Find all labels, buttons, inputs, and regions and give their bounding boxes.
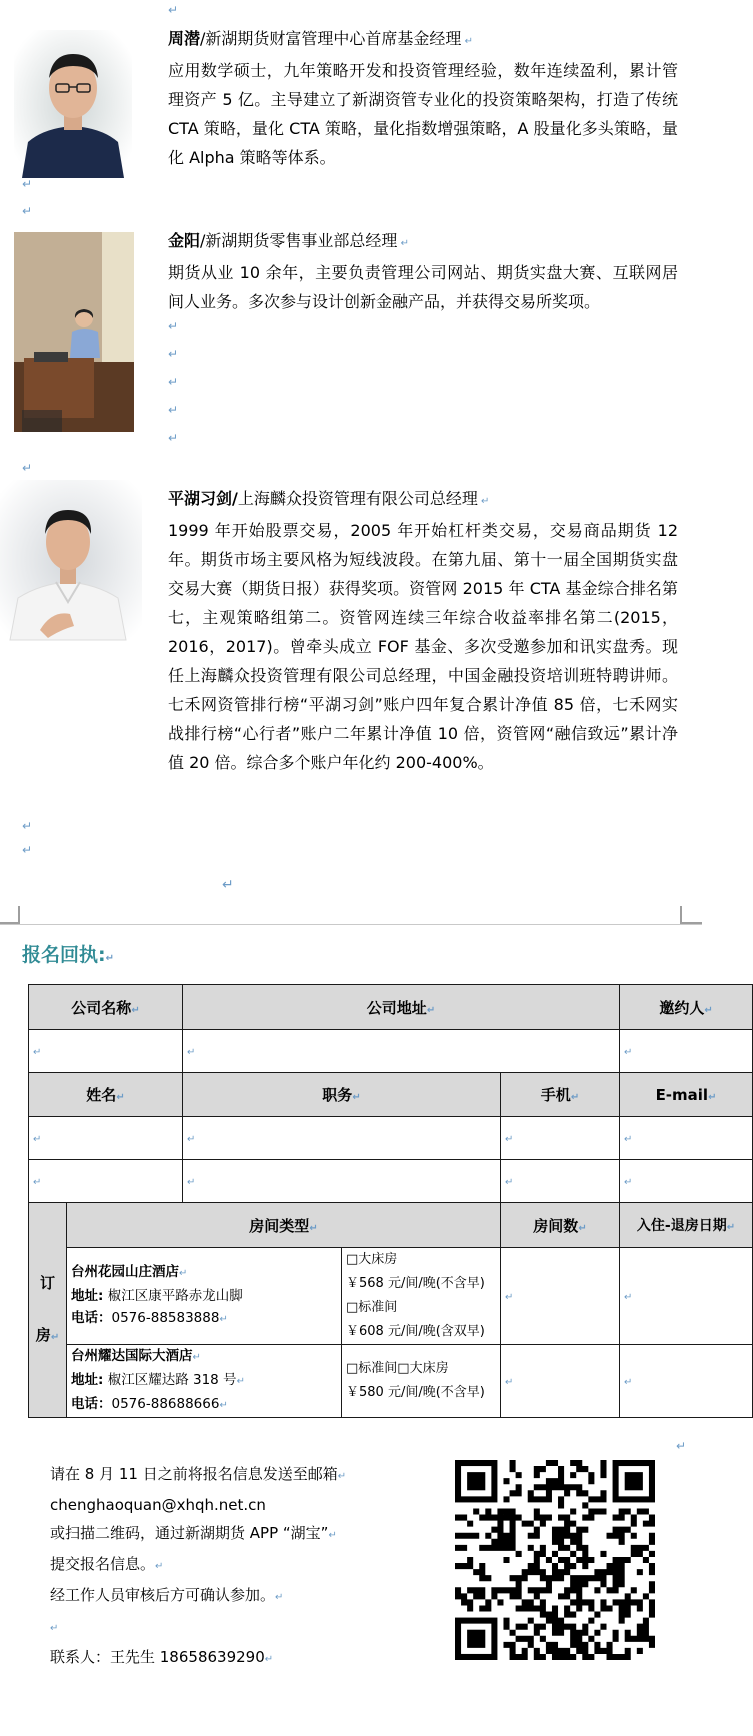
hotel-info-1: 台州花园山庄酒店↵ 地址: 椒江区康平路赤龙山脚 电话：0576-88583888↵ (67, 1248, 342, 1345)
person-title: 上海麟众投资管理有限公司总经理 (237, 489, 478, 508)
person-name: 金阳 (168, 231, 201, 250)
bio-jin-yang (168, 226, 678, 316)
page-corner-icon (680, 906, 702, 924)
person-title: /新湖期货零售事业部总经理 (200, 231, 398, 250)
header-company-address: 公司地址↵ (183, 985, 620, 1030)
booking-side-label: 订 房↵ (29, 1203, 67, 1418)
page-break-line (0, 924, 702, 925)
mobile-cell[interactable]: ↵ (501, 1117, 620, 1160)
registration-title-text: 报名回执: (22, 944, 106, 966)
stay-dates-cell[interactable]: ↵ (620, 1345, 753, 1418)
instruction-line: 经工作人员审核后方可确认参加。 (50, 1586, 276, 1604)
paragraph-mark-icon: ↵ (168, 319, 179, 333)
name-cell[interactable]: ↵ (29, 1117, 183, 1160)
instruction-line: 或扫描二维码，通过新湖期货 APP “湖宝” (50, 1524, 329, 1542)
header-company-name: 公司名称↵ (29, 985, 183, 1030)
paragraph-mark-icon: ↵ (22, 177, 33, 191)
portrait-jin-yang (14, 232, 134, 432)
paragraph-mark-icon: ↵ (105, 953, 114, 964)
portrait-zhou-qian (14, 30, 132, 178)
room-options-1[interactable]: □大床房 ￥568 元/间/晚(不含早) □标准间 ￥608 元/间/晚(含双早) (342, 1248, 501, 1345)
person-name: 平湖习剑/ (168, 489, 238, 508)
paragraph-mark-icon: ↵ (397, 238, 409, 249)
portrait-ping-hu-xi-jian (0, 480, 142, 640)
header-position: 职务↵ (183, 1073, 501, 1117)
paragraph-mark-icon: ↵ (461, 36, 473, 47)
paragraph-mark-icon: ↵ (22, 461, 33, 475)
paragraph-mark-icon: ↵ (168, 375, 179, 389)
position-cell[interactable]: ↵ (183, 1160, 501, 1203)
person-bio: 1999 年开始股票交易，2005 年开始杠杆类交易，交易商品期货 12 年。期货市场主要风格为短线波段。在第九届、第十一届全国期货实盘交易大赛（期货日报）获得奖项。资管网 2015 年 CTA 基金综合排名第七，主观策略组第二。资管网连续三年综合收益率排名第二(2015，2016，2017)。曾牵头成立 FOF 基金、多次受邀参加和讯实盘秀。现任上海麟众投资管理有限公司总经理，中国金融投资培训班特聘讲师。七禾网资管排行榜“平湖习剑”账户四年复合累计净值 85 倍，七禾网实战排行榜“心行者”账户二年累计净值 10 倍，资管网“融信致远”累计净值 20 倍。综合多个账户年化约 200-400%。 (168, 521, 678, 772)
hotel-info-2: 台州耀达国际大酒店↵ 地址: 椒江区耀达路 318 号↵ 电话：0576-88688666↵ (67, 1345, 342, 1418)
room-options-2[interactable]: □标准间□大床房 ￥580 元/间/晚(不含早) (342, 1345, 501, 1418)
qr-finder-center (467, 1630, 485, 1648)
qr-code-icon[interactable] (455, 1460, 655, 1660)
registration-title (22, 940, 114, 967)
registration-table (28, 984, 753, 1418)
instruction-line: 提交报名信息。 (50, 1555, 156, 1573)
paragraph-mark-icon: ↵ (477, 496, 490, 507)
header-email: E-mail↵ (620, 1073, 753, 1117)
inviter-cell[interactable]: ↵ (620, 1030, 753, 1073)
room-count-cell[interactable]: ↵ (501, 1345, 620, 1418)
header-inviter: 邀约人↵ (620, 985, 753, 1030)
contact-person: 联系人：王先生 18658639290 (50, 1648, 265, 1666)
header-mobile: 手机↵ (501, 1073, 620, 1117)
paragraph-mark-icon: ↵ (168, 403, 179, 417)
paragraph-mark-icon: ↵ (22, 843, 33, 857)
stay-dates-cell[interactable]: ↵ (620, 1248, 753, 1345)
qr-finder-center (467, 1472, 485, 1490)
name-cell[interactable]: ↵ (29, 1160, 183, 1203)
page-corner-icon (0, 906, 20, 924)
mobile-cell[interactable]: ↵ (501, 1160, 620, 1203)
room-count-cell[interactable]: ↵ (501, 1248, 620, 1345)
header-stay-dates: 入住-退房日期↵ (620, 1203, 753, 1248)
email-cell[interactable]: ↵ (620, 1117, 753, 1160)
bio-ping-hu-xi-jian (168, 484, 678, 777)
paragraph-mark-icon: ↵ (222, 877, 234, 893)
paragraph-mark-icon: ↵ (50, 1623, 59, 1634)
paragraph-mark-icon: ↵ (22, 204, 33, 218)
paragraph-mark-icon: ↵ (168, 3, 179, 17)
paragraph-mark-icon: ↵ (22, 819, 33, 833)
company-address-cell[interactable]: ↵ (183, 1030, 620, 1073)
contact-email[interactable]: chenghaoquan@xhqh.net.cn (50, 1496, 266, 1514)
paragraph-mark-icon: ↵ (676, 1439, 687, 1453)
person-bio: 应用数学硕士，九年策略开发和投资管理经验，数年连续盈利，累计管理资产 5 亿。主导建立了新湖资管专业化的投资策略架构，打造了传统 CTA 策略，量化 CTA 策略，量化指数增强策略，A 股量化多头策略，量化 Alpha 策略等体系。 (168, 61, 678, 167)
company-name-cell[interactable]: ↵ (29, 1030, 183, 1073)
person-title: /新湖期货财富管理中心首席基金经理 (200, 29, 462, 48)
paragraph-mark-icon: ↵ (168, 431, 179, 445)
email-cell[interactable]: ↵ (620, 1160, 753, 1203)
person-name: 周潜 (168, 29, 201, 48)
submission-instructions: 请在 8 月 11 日之前将报名信息发送至邮箱↵ chenghaoquan@xhqh.net.cn 或扫描二维码，通过新湖期货 APP “湖宝”↵ 提交报名信息。↵ 经工作人员审核后方可确认参加。↵ ↵ 联系人：王先生 18658639290↵ (50, 1465, 347, 1666)
position-cell[interactable]: ↵ (183, 1117, 501, 1160)
person-bio: 期货从业 10 余年，主要负责管理公司网站、期货实盘大赛、互联网居间人业务。多次参与设计创新金融产品，并获得交易所奖项。 (168, 263, 678, 311)
paragraph-mark-icon: ↵ (168, 347, 179, 361)
instruction-line: 请在 8 月 11 日之前将报名信息发送至邮箱 (50, 1465, 338, 1483)
header-room-count: 房间数↵ (501, 1203, 620, 1248)
header-room-type: 房间类型↵ (67, 1203, 501, 1248)
header-name: 姓名↵ (29, 1073, 183, 1117)
qr-finder-center (625, 1472, 643, 1490)
page-break (0, 902, 702, 926)
bio-zhou-qian (168, 24, 678, 172)
